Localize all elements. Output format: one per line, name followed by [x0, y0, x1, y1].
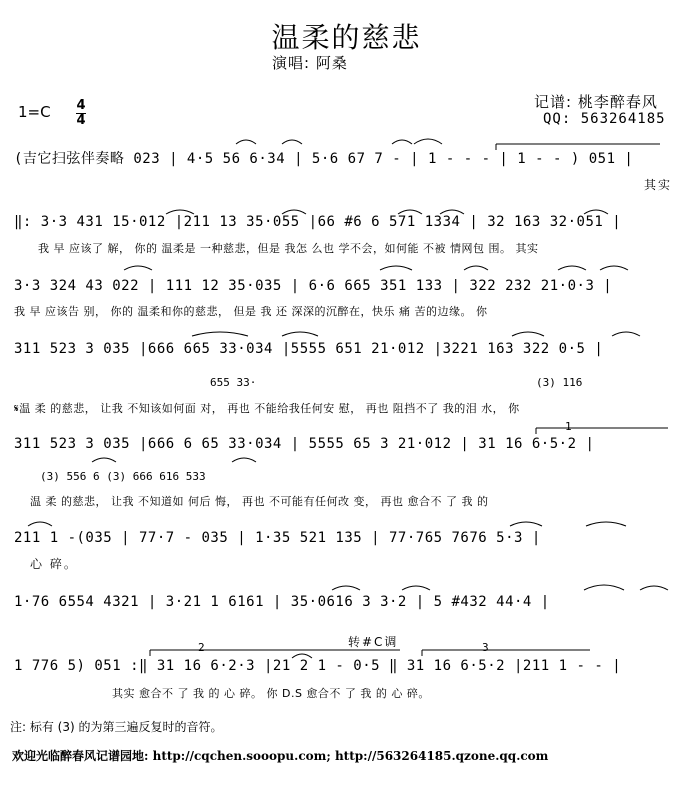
- score-row-6: 211 1 -(035 | 77·7 - 035 | 1·35 521 135 | 77·765 7676 5·3 |: [14, 530, 541, 546]
- lyric-row-8: 其实 愈合不 了 我 的 心 碎。 你 D.S 愈合不 了 我 的 心 碎。: [112, 687, 430, 700]
- score-row-4: 311 523 3 035 |666 665 33·034 |5555 651 21·012 |3221 163 322 0·5 |: [14, 341, 604, 357]
- lyric-row-2: 我 早 应该了 解， 你的 温柔是 一种慈悲，但是 我怎 么也 学不会，如何能 不被 情网包 围。 其实: [38, 242, 539, 255]
- score-row-4-third-pass: (3) 116: [536, 376, 583, 389]
- score-row-2: ‖: 3·3 431 15·012 |211 13 35·055 |66 #6 6 571 1334 | 32 163 32·051 |: [14, 214, 622, 230]
- volta-3-label: 3: [482, 641, 489, 654]
- score-row-3: 3·3 324 43 022 | 111 12 35·035 | 6·6 665 351 133 | 322 232 21·0·3 |: [14, 278, 613, 294]
- singer-credit: 演唱: 阿桑: [272, 54, 348, 72]
- lyric-row-1: 其实: [644, 178, 673, 192]
- time-signature-top: 4: [76, 98, 86, 113]
- footnote: 注: 标有 (3) 的为第三遍反复时的音符。: [10, 720, 223, 734]
- score-row-7: 1·76 6554 4321 | 3·21 1 6161 | 35·0616 3 3·2 | 5 #432 44·4 |: [14, 594, 550, 610]
- lyric-row-3: 我 早 应该告 别， 你的 温柔和你的慈悲， 但是 我 还 深深的沉醉在，快乐 痛 苦的边缘。 你: [14, 305, 488, 318]
- qq-number: QQ: 563264185: [543, 111, 666, 127]
- key-signature: 1=C: [18, 103, 51, 121]
- modulation-mark: 转#C调: [348, 635, 399, 649]
- site-footer: 欢迎光临醉春风记谱园地: http://cqchen.sooopu.com; http://563264185.qzone.qq.com: [12, 749, 549, 763]
- lyric-row-4: 𝄋温 柔 的慈悲， 让我 不知该如何面 对， 再也 不能给我任何安 慰， 再也 阻挡不了 我的泪 水， 你: [14, 402, 520, 415]
- score-row-4-alternate: 655 33·: [210, 376, 257, 389]
- time-signature-bottom: 4: [76, 113, 86, 128]
- score-row-5-third-pass: (3) 556 6 (3) 666 616 533: [40, 470, 206, 483]
- transcriber-credit: 记谱: 桃李醉春风: [534, 93, 658, 111]
- song-title: 温柔的慈悲: [271, 21, 422, 54]
- volta-2-label: 2: [198, 641, 205, 654]
- lyric-row-5: 温 柔 的慈悲， 让我 不知道如 何后 悔， 再也 不可能有任何改 变， 再也 愈合不 了 我 的: [30, 495, 489, 508]
- lyric-row-6: 心 碎。: [30, 557, 78, 571]
- score-row-1: (吉它扫弦伴奏略 023 | 4·5 56 6·34 | 5·6 67 7 - | 1 - - - | 1 - - ) 051 |: [14, 151, 634, 167]
- volta-1-label: 1: [565, 420, 572, 433]
- score-row-8: 1 776 5) 051 :‖ 31 16 6·2·3 |21 2 1 - 0·5 ‖ 31 16 6·5·2 |211 1 - - |: [14, 658, 622, 674]
- score-row-5: 311 523 3 035 |666 6 65 33·034 | 5555 65 3 21·012 | 31 16 6·5·2 |: [14, 436, 595, 452]
